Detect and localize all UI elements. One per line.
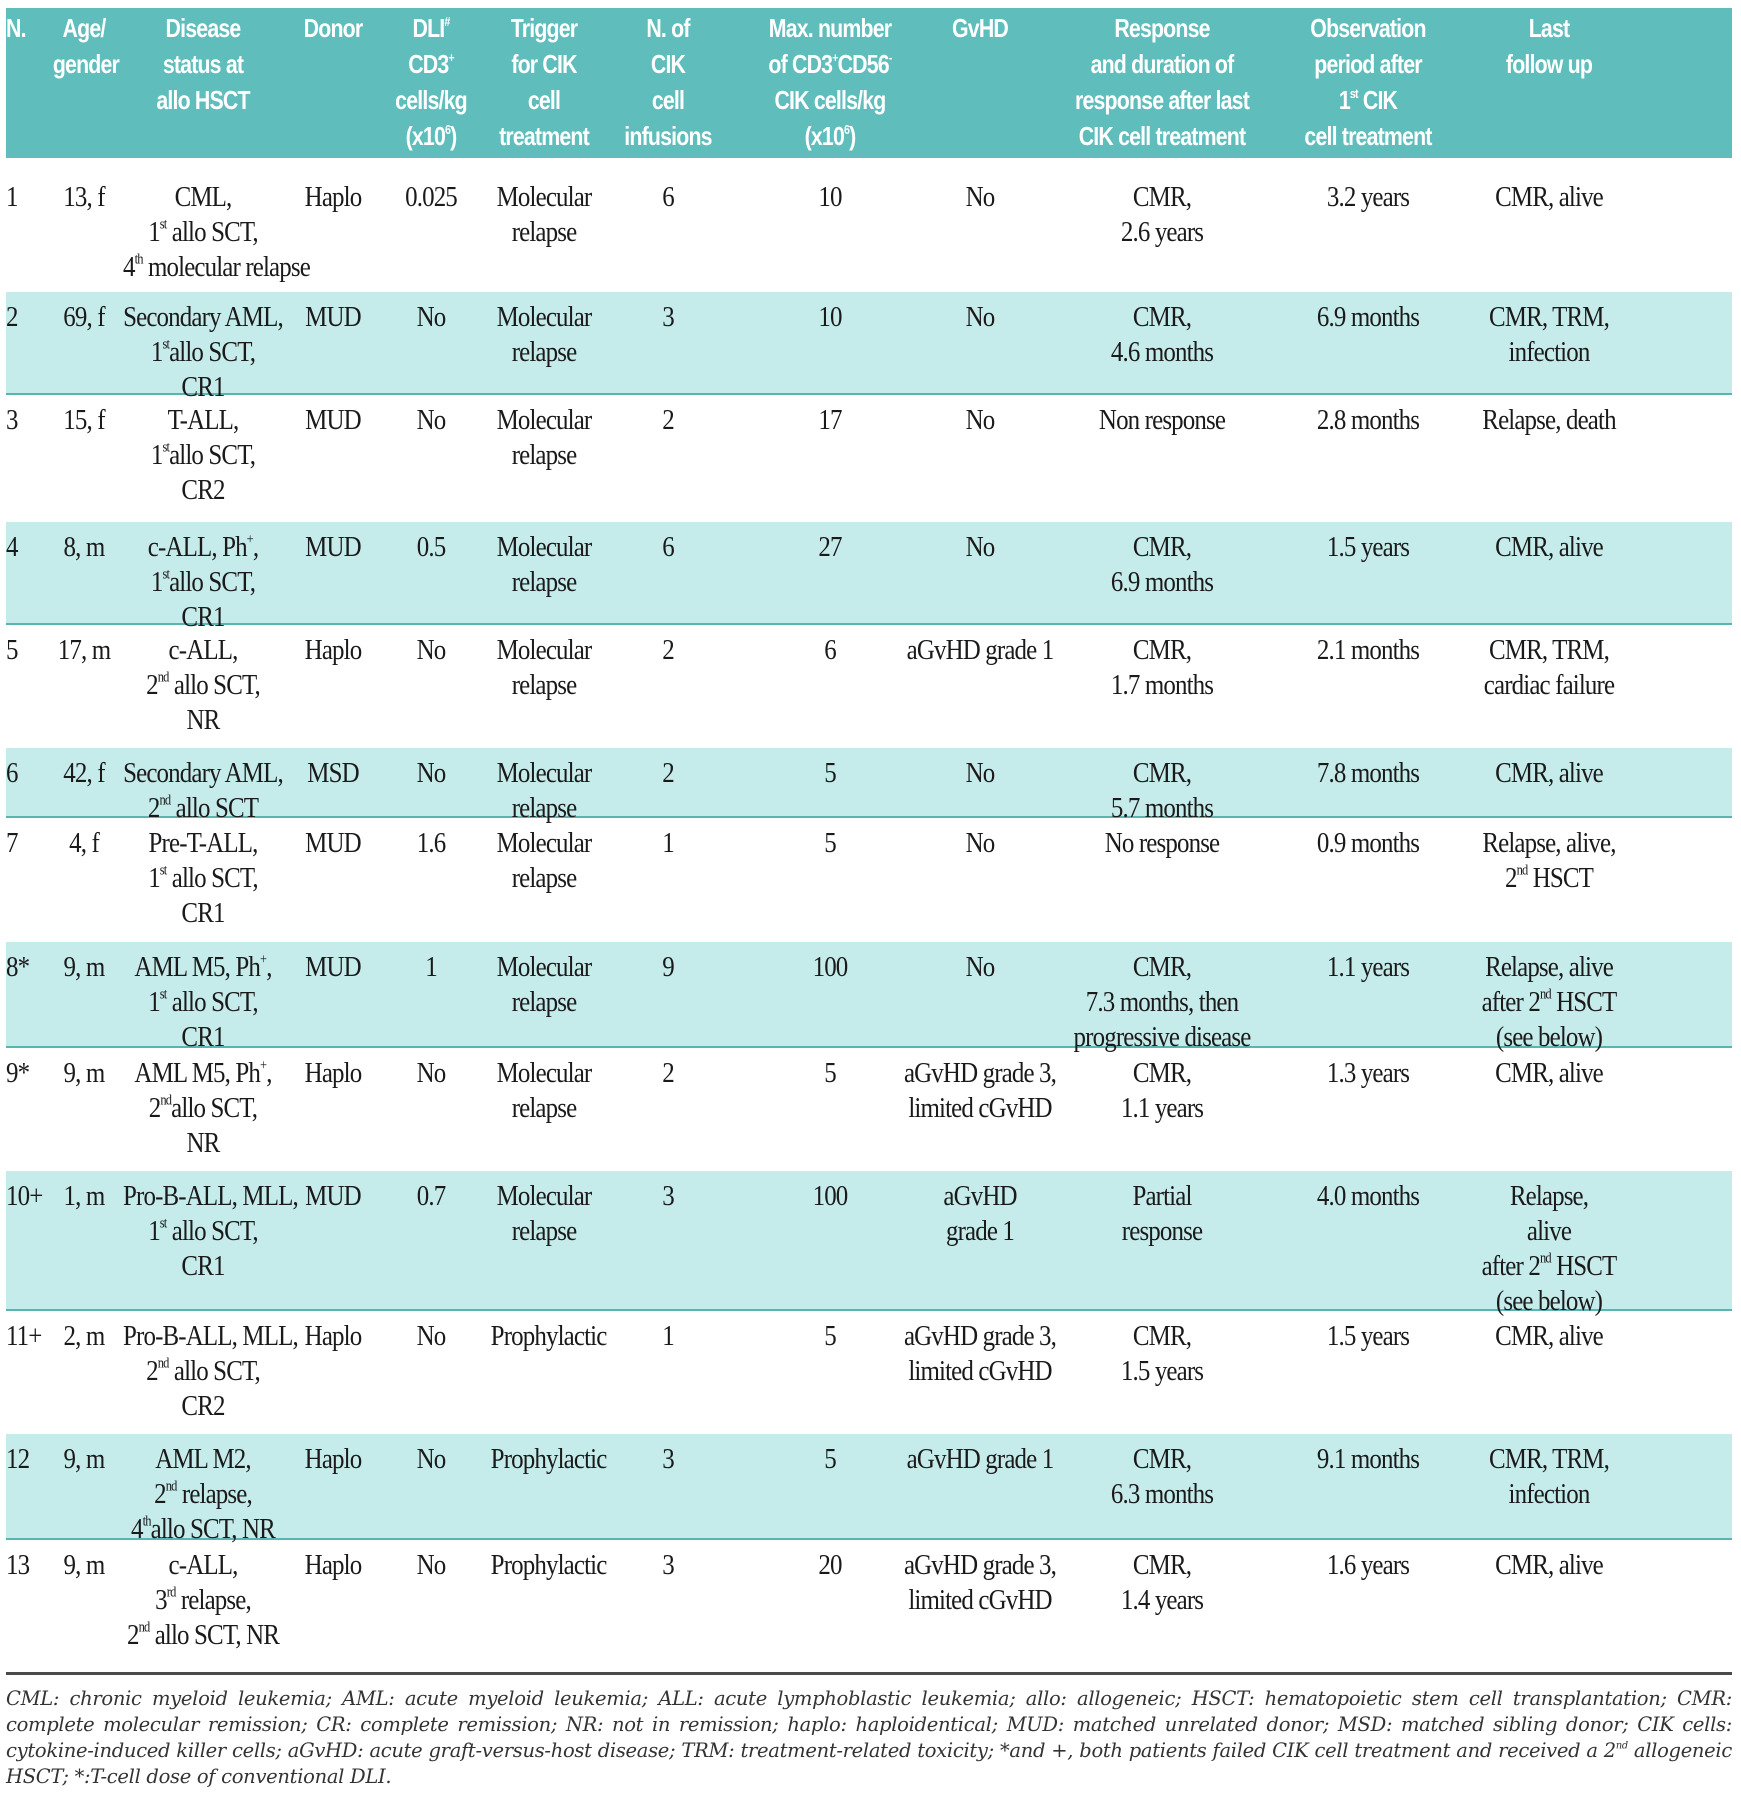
cell-max: 100 bbox=[812, 951, 848, 983]
cell-dli: No bbox=[416, 1549, 446, 1581]
cell-infusions: 2 bbox=[662, 1057, 674, 1089]
cell-gvhd: aGvHD grade 1 bbox=[906, 634, 1054, 666]
header-max-cik: Max. number of CD3+CD56- CIK cells/kg $(x10^6)$ bbox=[768, 13, 892, 151]
cell-infusions: 3 bbox=[662, 301, 674, 333]
cell-observation: 3.2 years bbox=[1326, 181, 1410, 213]
cell-trigger: Molecular relapse bbox=[496, 181, 592, 248]
cell-response: CMR, 1.4 years bbox=[1120, 1549, 1204, 1616]
cell-gvhd: No bbox=[965, 531, 995, 563]
cell-disease: AML M5, Ph+, 2ndallo SCT, NR bbox=[134, 1057, 272, 1159]
cell-infusions: 6 bbox=[662, 181, 674, 213]
cell-donor: Haplo bbox=[304, 634, 362, 666]
cell-n: 5 bbox=[6, 634, 18, 666]
cell-last: CMR, alive bbox=[1495, 1057, 1603, 1089]
footnote: CML: chronic myeloid leukemia; AML: acute myeloid leukemia; ALL: acute lymphoblastic leukemia; allo: allogeneic; HSCT: hematopoietic stem cell transplantation; CMR: complete molecular remission; CR: complete remission; NR: not in remission; haplo: haploidentical; MUD: matched unrelated donor; MSD: matched sibling donor; CIK cells: cytokine-induced killer cells; aGvHD: acute graft-versus-host disease; TRM: treatment-related toxicity; *and +, both patients failed CIK cell treatment and received a 2nd allogeneic HSCT; *:T-cell dose of conventional DLI. bbox=[6, 1687, 1732, 1788]
header-trigger: Trigger for CIK cell treatment bbox=[499, 13, 589, 151]
cell-n: 7 bbox=[6, 827, 18, 859]
cell-last: CMR, TRM, infection bbox=[1488, 301, 1609, 368]
cell-last: CMR, alive bbox=[1495, 181, 1603, 213]
cell-infusions: 1 bbox=[662, 827, 674, 859]
cell-donor: MUD bbox=[305, 1180, 361, 1212]
cell-dli: 1.6 bbox=[416, 827, 446, 859]
cell-donor: MUD bbox=[305, 827, 361, 859]
cell-donor: MSD bbox=[307, 757, 359, 789]
cell-max: 20 bbox=[818, 1549, 842, 1581]
cell-gvhd: No bbox=[965, 757, 995, 789]
cell-observation: 4.0 months bbox=[1316, 1180, 1420, 1212]
cell-max: 5 bbox=[824, 1057, 836, 1089]
cell-last: CMR, alive bbox=[1495, 757, 1603, 789]
header-response: Response and duration of response after last CIK cell treatment bbox=[1074, 13, 1250, 151]
cell-infusions: 9 bbox=[662, 951, 674, 983]
cell-donor: Haplo bbox=[304, 1443, 362, 1475]
cell-n: 8* bbox=[6, 951, 30, 983]
cell-last: CMR, alive bbox=[1495, 531, 1603, 563]
cell-last: Relapse, alive, 2nd HSCT bbox=[1482, 827, 1616, 894]
cell-observation: 1.5 years bbox=[1326, 531, 1410, 563]
table-row bbox=[6, 818, 1732, 942]
cell-gvhd: No bbox=[965, 301, 995, 333]
cell-n: 9* bbox=[6, 1057, 30, 1089]
table-header bbox=[6, 8, 1732, 158]
cell-donor: MUD bbox=[305, 951, 361, 983]
cell-last: Relapse, alive after 2nd HSCT (see below) bbox=[1481, 1180, 1617, 1317]
header-last-follow-up: Last follow up bbox=[1505, 13, 1593, 79]
cell-max: 5 bbox=[824, 1320, 836, 1352]
cell-last: CMR, TRM, cardiac failure bbox=[1483, 634, 1615, 701]
table-body bbox=[6, 172, 1732, 1672]
cell-gvhd: aGvHD grade 3, limited cGvHD bbox=[903, 1549, 1057, 1616]
cell-response: CMR, 7.3 months, then progressive disease bbox=[1073, 951, 1251, 1053]
cell-donor: Haplo bbox=[304, 1549, 362, 1581]
cell-response: CMR, 1.1 years bbox=[1120, 1057, 1204, 1124]
cell-observation: 2.1 months bbox=[1316, 634, 1420, 666]
footnote-text: CML: chronic myeloid leukemia; AML: acute myeloid leukemia; ALL: acute lymphoblastic leukemia; allo: allogeneic; HSCT: hematopoietic stem cell transplantation; CMR: complete molecular remission; CR: complete remission; NR: not in remission; haplo: haploidentical; MUD: matched unrelated donor; MSD: matched sibling donor; CIK cells: cytokine-induced killer cells; aGvHD: acute graft-versus-host disease; TRM: treatment-related toxicity; *and +, both patients failed CIK cell treatment and received a 2 bbox=[6, 1687, 1732, 1762]
cell-n: 4 bbox=[6, 531, 18, 563]
cell-last: CMR, alive bbox=[1495, 1320, 1603, 1352]
cell-dli: 0.025 bbox=[405, 181, 457, 213]
cell-age: 9, m bbox=[63, 951, 105, 983]
cell-observation: 2.8 months bbox=[1316, 404, 1420, 436]
cell-infusions: 2 bbox=[662, 634, 674, 666]
cell-max: 5 bbox=[824, 757, 836, 789]
cell-trigger: Prophylactic bbox=[490, 1443, 607, 1475]
table-row bbox=[6, 172, 1732, 292]
cik-treatment-table bbox=[6, 8, 1732, 1672]
cell-trigger: Molecular relapse bbox=[496, 531, 592, 598]
header-donor: Donor bbox=[303, 13, 363, 43]
cell-donor: Haplo bbox=[304, 181, 362, 213]
cell-gvhd: No bbox=[965, 951, 995, 983]
table-row bbox=[6, 748, 1732, 824]
cell-dli: No bbox=[416, 1443, 446, 1475]
cell-infusions: 3 bbox=[662, 1443, 674, 1475]
cell-age: 42, f bbox=[63, 757, 105, 789]
cell-age: 15, f bbox=[63, 404, 105, 436]
cell-age: 9, m bbox=[63, 1443, 105, 1475]
cell-response: Non response bbox=[1098, 404, 1226, 436]
cell-n: 11+ bbox=[6, 1320, 42, 1352]
cell-observation: 1.3 years bbox=[1326, 1057, 1410, 1089]
header-gvhd: GvHD bbox=[952, 13, 1008, 43]
cell-n: 12 bbox=[6, 1443, 30, 1475]
cell-n: 3 bbox=[6, 404, 18, 436]
cell-max: 17 bbox=[818, 404, 842, 436]
table-row bbox=[6, 1434, 1732, 1545]
cell-n: 6 bbox=[6, 757, 18, 789]
cell-observation: 1.5 years bbox=[1326, 1320, 1410, 1352]
cell-trigger: Prophylactic bbox=[490, 1320, 607, 1352]
cell-age: 4, f bbox=[69, 827, 99, 859]
cell-n: 1 bbox=[6, 181, 18, 213]
cell-age: 2, m bbox=[63, 1320, 105, 1352]
header-age-gender: Age/ gender bbox=[52, 13, 120, 79]
cell-gvhd: aGvHD grade 1 bbox=[906, 1443, 1054, 1475]
cell-disease: Secondary AML, 2nd allo SCT bbox=[123, 757, 283, 824]
cell-max: 27 bbox=[818, 531, 842, 563]
cell-disease: c-ALL, Ph+, 1stallo SCT, CR1 bbox=[147, 531, 259, 633]
cell-gvhd: No bbox=[965, 404, 995, 436]
table-row bbox=[6, 1540, 1732, 1672]
cell-disease: CML, 1st allo SCT, 4th molecular relapse bbox=[123, 181, 310, 283]
cell-age: 8, m bbox=[63, 531, 105, 563]
cell-trigger: Prophylactic bbox=[490, 1549, 607, 1581]
cell-trigger: Molecular relapse bbox=[496, 827, 592, 894]
cell-infusions: 1 bbox=[662, 1320, 674, 1352]
cell-disease: T-ALL, 1stallo SCT, CR2 bbox=[150, 404, 256, 506]
table-row bbox=[6, 1048, 1732, 1171]
cell-max: 5 bbox=[824, 1443, 836, 1475]
cell-response: CMR, 6.3 months bbox=[1110, 1443, 1214, 1510]
header-n: N. bbox=[6, 13, 26, 43]
header-infusions: N. of CIK cell infusions bbox=[624, 13, 712, 151]
cell-trigger: Molecular relapse bbox=[496, 1180, 592, 1247]
cell-observation: 1.6 years bbox=[1326, 1549, 1410, 1581]
cell-age: 9, m bbox=[63, 1057, 105, 1089]
table-row bbox=[6, 522, 1732, 633]
cell-dli: No bbox=[416, 757, 446, 789]
cell-dli: No bbox=[416, 301, 446, 333]
header-disease-status: Disease status at allo HSCT bbox=[156, 13, 250, 115]
cell-infusions: 3 bbox=[662, 1549, 674, 1581]
cell-infusions: 2 bbox=[662, 757, 674, 789]
header-dli: DLI# CD3+ cells/kg $(x10^6)$ bbox=[395, 13, 467, 151]
cell-gvhd: No bbox=[965, 827, 995, 859]
cell-disease: Pro-B-ALL, MLL, 2nd allo SCT, CR2 bbox=[123, 1320, 298, 1422]
cell-response: CMR, 4.6 months bbox=[1110, 301, 1214, 368]
cell-last: Relapse, death bbox=[1482, 404, 1616, 436]
cell-response: No response bbox=[1104, 827, 1220, 859]
cell-response: CMR, 5.7 months bbox=[1110, 757, 1214, 824]
cell-infusions: 3 bbox=[662, 1180, 674, 1212]
cell-donor: MUD bbox=[305, 301, 361, 333]
cell-dli: No bbox=[416, 1057, 446, 1089]
cell-n: 10+ bbox=[6, 1180, 43, 1212]
cell-trigger: Molecular relapse bbox=[496, 634, 592, 701]
cell-response: CMR, 6.9 months bbox=[1110, 531, 1214, 598]
cell-infusions: 6 bbox=[662, 531, 674, 563]
cell-donor: Haplo bbox=[304, 1057, 362, 1089]
cell-age: 69, f bbox=[63, 301, 105, 333]
cell-observation: 1.1 years bbox=[1326, 951, 1410, 983]
cell-max: 10 bbox=[818, 301, 842, 333]
cell-response: CMR, 1.5 years bbox=[1120, 1320, 1204, 1387]
cell-response: Partial response bbox=[1121, 1180, 1203, 1247]
cell-observation: 0.9 months bbox=[1316, 827, 1420, 859]
header-observation: Observation period after 1st CIK cell treatment bbox=[1304, 13, 1432, 151]
cell-n: 13 bbox=[6, 1549, 30, 1581]
cell-gvhd: aGvHD grade 3, limited cGvHD bbox=[903, 1320, 1057, 1387]
cell-trigger: Molecular relapse bbox=[496, 301, 592, 368]
table-row bbox=[6, 395, 1732, 522]
cell-trigger: Molecular relapse bbox=[496, 404, 592, 471]
cell-donor: MUD bbox=[305, 404, 361, 436]
cell-response: CMR, 2.6 years bbox=[1120, 181, 1204, 248]
cell-age: 9, m bbox=[63, 1549, 105, 1581]
table-row bbox=[6, 625, 1732, 748]
table-row bbox=[6, 1311, 1732, 1434]
cell-last: CMR, TRM, infection bbox=[1488, 1443, 1609, 1510]
cell-disease: Pro-B-ALL, MLL, 1st allo SCT, CR1 bbox=[123, 1180, 298, 1282]
cell-trigger: Molecular relapse bbox=[496, 1057, 592, 1124]
cell-donor: Haplo bbox=[304, 1320, 362, 1352]
cell-last: Relapse, alive after 2nd HSCT (see below) bbox=[1481, 951, 1617, 1053]
cell-dli: No bbox=[416, 404, 446, 436]
cell-observation: 9.1 months bbox=[1316, 1443, 1420, 1475]
cell-gvhd: aGvHD grade 3, limited cGvHD bbox=[903, 1057, 1057, 1124]
cell-disease: c-ALL, 3rd relapse, 2nd allo SCT, NR bbox=[126, 1549, 280, 1651]
cell-age: 17, m bbox=[57, 634, 111, 666]
cell-disease: Secondary AML, 1stallo SCT, CR1 bbox=[123, 301, 283, 403]
cell-max: 6 bbox=[824, 634, 836, 666]
cell-max: 10 bbox=[818, 181, 842, 213]
cell-gvhd: aGvHD grade 1 bbox=[943, 1180, 1017, 1247]
table-row bbox=[6, 942, 1732, 1053]
cell-dli: 1 bbox=[425, 951, 437, 983]
cell-observation: 6.9 months bbox=[1316, 301, 1420, 333]
cell-trigger: Molecular relapse bbox=[496, 951, 592, 1018]
cell-age: 13, f bbox=[63, 181, 105, 213]
cell-infusions: 2 bbox=[662, 404, 674, 436]
cell-last: CMR, alive bbox=[1495, 1549, 1603, 1581]
cell-max: 5 bbox=[824, 827, 836, 859]
cell-max: 100 bbox=[812, 1180, 848, 1212]
cell-disease: c-ALL, 2nd allo SCT, NR bbox=[146, 634, 260, 736]
cell-dli: No bbox=[416, 634, 446, 666]
cell-disease: AML M5, Ph+, 1st allo SCT, CR1 bbox=[134, 951, 272, 1053]
cell-n: 2 bbox=[6, 301, 18, 333]
cell-response: CMR, 1.7 months bbox=[1110, 634, 1214, 701]
cell-age: 1, m bbox=[63, 1180, 105, 1212]
table-row bbox=[6, 1171, 1732, 1317]
cell-disease: AML M2, 2nd relapse, 4thallo SCT, NR bbox=[131, 1443, 275, 1545]
footnote-text-end: allogeneic HSCT; *:T-cell dose of conventional DLI. bbox=[6, 1739, 1732, 1788]
cell-dli: 0.5 bbox=[416, 531, 446, 563]
cell-dli: 0.7 bbox=[416, 1180, 446, 1212]
cell-disease: Pre-T-ALL, 1st allo SCT, CR1 bbox=[148, 827, 258, 929]
table-bottom-rule bbox=[6, 1672, 1732, 1675]
cell-observation: 7.8 months bbox=[1316, 757, 1420, 789]
cell-donor: MUD bbox=[305, 531, 361, 563]
cell-trigger: Molecular relapse bbox=[496, 757, 592, 824]
table-row bbox=[6, 292, 1732, 403]
cell-gvhd: No bbox=[965, 181, 995, 213]
cell-dli: No bbox=[416, 1320, 446, 1352]
